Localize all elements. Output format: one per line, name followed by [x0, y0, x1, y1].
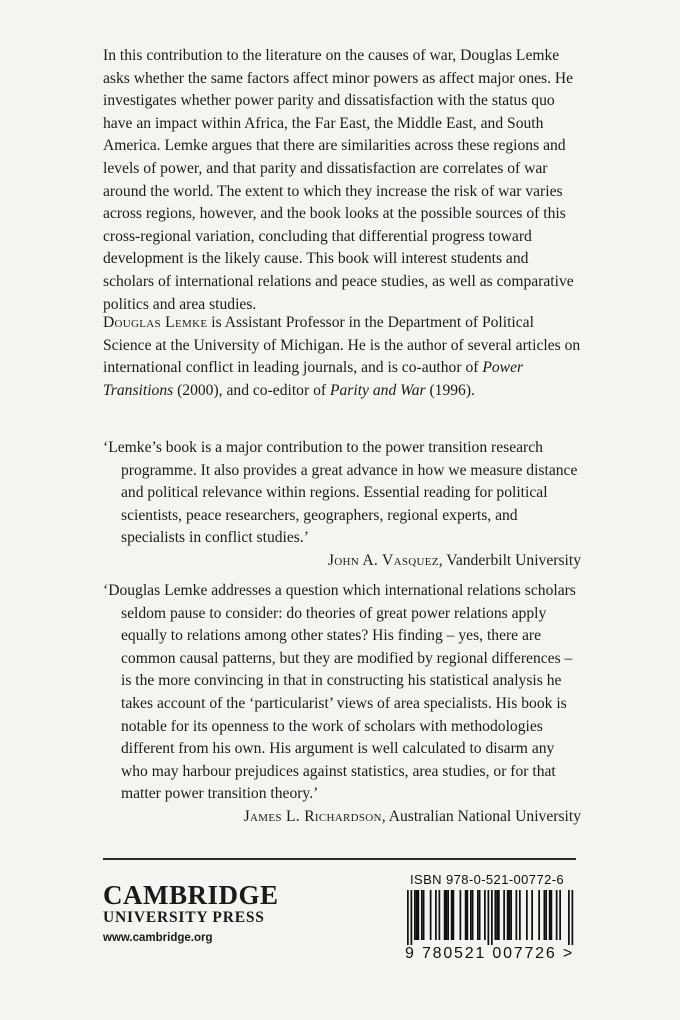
barcode-bar — [460, 890, 462, 940]
barcode-bar — [439, 890, 441, 940]
barcode-bar — [491, 890, 493, 950]
review-quote-richardson — [103, 580, 581, 829]
quote-attribution — [103, 806, 581, 829]
barcode-bar — [407, 890, 409, 950]
barcode-bar — [509, 890, 511, 940]
barcode-bar — [470, 890, 472, 940]
barcode-bar — [510, 890, 512, 940]
barcode-bar — [411, 890, 413, 950]
barcode-bar — [423, 890, 425, 940]
barcode-bar — [488, 890, 490, 950]
barcode-bar — [572, 890, 574, 950]
author-bio — [103, 312, 581, 402]
barcode-bar — [446, 890, 448, 940]
bio-text-2: (2000), and co-editor of — [173, 381, 330, 399]
barcode-bar — [507, 890, 509, 940]
barcode-bar — [559, 890, 561, 940]
reviewer-affiliation: , Australian National University — [381, 807, 581, 825]
barcode-bar — [465, 890, 467, 940]
barcode-bar — [549, 890, 551, 940]
reviewer-name: James L. Richardson — [243, 807, 382, 825]
isbn-barcode — [395, 890, 575, 952]
barcode-bar — [416, 890, 418, 940]
publisher-subtitle: UNIVERSITY PRESS — [103, 909, 265, 926]
barcode-bar — [479, 890, 481, 940]
bio-text-3: (1996). — [425, 381, 475, 399]
publisher-name: CAMBRIDGE — [103, 880, 279, 910]
barcode-bar — [526, 890, 528, 940]
barcode-bar — [496, 890, 498, 940]
barcode-digits: 9 780521 007726 > — [405, 945, 574, 962]
barcode-bar — [551, 890, 553, 940]
barcode-bar — [568, 890, 570, 950]
description-text: In this contribution to the literature on the causes of war, Douglas Lemke asks whether the same factors affect minor powers as affect major ones. He investigates whether power parity and dissatisfaction with the status quo have an impact within Africa, the Far East, the Middle East, and South America. Lemke argues that there are similarities across these regions and levels of power, and that parity and dissatisfaction are correlates of war around the world. The extent to which they increase the risk of war varies across regions, however, and the book looks at the possible sources of this cross-regional variation, concluding that differential progress toward development is the likely cause. This book will interest students and scholars of international relations and peace studies, as well as comparative politics and area studies. — [103, 47, 574, 313]
quote-text: ‘Lemke’s book is a major contribution to the power transition research programme. It also provides a great advance in how we measure distance and political relevance within regions. Essential reading for political scientists, peace researchers, geographers, regional experts, and specialists in conflict studies.’ — [103, 439, 578, 547]
isbn-label: ISBN 978-0-521-00772-6 — [410, 872, 565, 887]
publisher-url: www.cambridge.org — [103, 932, 213, 944]
reviewer-name: John A. Vasquez — [327, 551, 439, 569]
barcode-bar — [418, 890, 420, 940]
author-name: Douglas Lemke — [103, 314, 208, 331]
barcode-bar — [538, 890, 540, 940]
barcode-bar — [556, 890, 558, 940]
book-title-parity-and-war: Parity and War — [329, 381, 426, 399]
barcode-bar — [498, 890, 500, 940]
barcode-bar — [430, 890, 432, 940]
barcode-bar — [447, 890, 449, 940]
quote-attribution — [103, 550, 581, 573]
book-title-power-transitions: Power Transitions — [103, 359, 524, 399]
barcode-bar — [495, 890, 497, 940]
barcode-bar — [414, 890, 416, 940]
barcode-bar — [519, 890, 521, 940]
barcode-bar — [477, 890, 479, 940]
publisher-logo — [103, 882, 279, 946]
barcode-bar — [531, 890, 533, 940]
book-description — [103, 45, 581, 316]
barcode-bar — [545, 890, 547, 940]
barcode-bar — [453, 890, 455, 940]
barcode-bar — [472, 890, 474, 940]
review-quote-vasquez — [103, 437, 581, 573]
divider-rule — [103, 858, 576, 860]
barcode-bar — [435, 890, 437, 940]
quote-text: ‘Douglas Lemke addresses a question which international relations scholars seldom pause to consider: do theories of great power relations apply equally to relations among other states? His finding – yes, there are common causal patterns, but they are modified by regional differences – is the more convincing in that in constructing his statistical analysis he takes account of the ‘particularist’ views of area specialists. His book is notable for its openness to the work of scholars with methodologies different from his own. His argument is well calculated to disarm any who may harbour prejudices against statistics, area studies, or for that matter power transition theory.’ — [103, 582, 576, 803]
barcode-bar — [516, 890, 518, 940]
bio-text-1: is Assistant Professor in the Department of Political Science at the University of Michigan. He is the author of several articles on international conflict in leading journals, and is co-author of — [103, 314, 581, 377]
barcode-bar — [503, 890, 505, 940]
barcode-bar — [451, 890, 453, 940]
barcode-bar — [467, 890, 469, 940]
reviewer-affiliation: , Vanderbilt University — [438, 551, 581, 569]
barcode-bar — [484, 890, 486, 940]
barcode-bar — [544, 890, 546, 940]
barcode-bar — [444, 890, 446, 940]
barcode-bar — [421, 890, 423, 940]
